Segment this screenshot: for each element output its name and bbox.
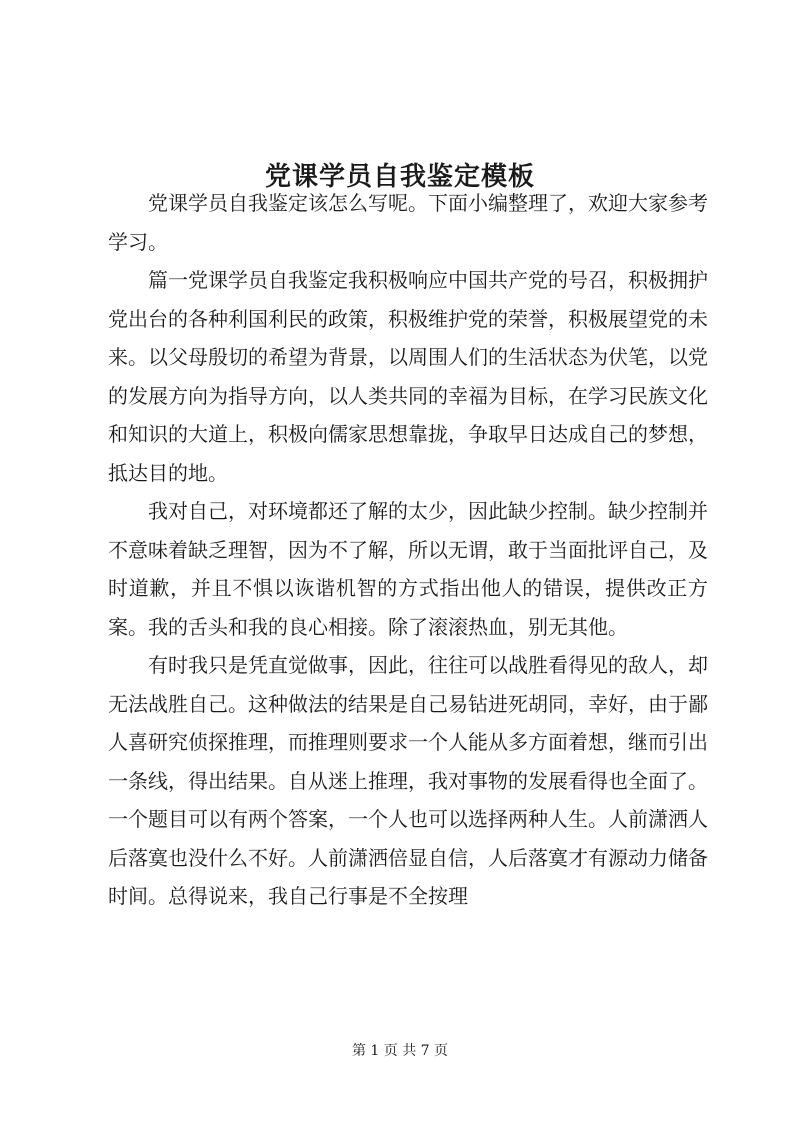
paragraph-3: 有时我只是凭直觉做事，因此，往往可以战胜看得见的敌人，却无法战胜自己。这种做法的结果是自己易钻进死胡同，幸好，由于鄙人喜研究侦探推理，而推理则要求一个人能从多方面着想，继而引出一条线，得出结果。自从迷上推理，我对事物的发展看得也全面了。一个题目可以有两个答案，一个人也可以选择两种人生。人前潇洒人后落寞也没什么不好。人前潇洒倍显自信，人后落寞才有源动力储备时间。总得说来，我自己行事是不全按理 (108, 653, 708, 908)
document-title: 党课学员自我鉴定模板 (264, 162, 535, 193)
paragraph-2: 我对自己，对环境都还了解的太少，因此缺少控制。缺少控制并不意味着缺乏理智，因为不了解，所以无谓，敢于当面批评自己，及时道歉，并且不惧以诙谐机智的方式指出他人的错误，提供改正方案。我的舌头和我的良心相接。除了滚滚热血，别无其他。 (108, 499, 708, 639)
page-footer: 第 1 页 共 7 页 (351, 1043, 449, 1059)
paragraph-1: 篇一党课学员自我鉴定我积极响应中国共产党的号召，积极拥护党出台的各种利国利民的政策，积极维护党的荣誉，积极展望党的未来。以父母殷切的希望为背景，以周围人们的生活状态为伏笔，以党的发展方向为指导方向，以人类共同的幸福为目标，在学习民族文化和知识的大道上，积极向儒家思想靠拢，争取早日达成自己的梦想，抵达目的地。 (108, 268, 708, 485)
document-body (108, 184, 708, 916)
paragraph-intro: 党课学员自我鉴定该怎么写呢。下面小编整理了，欢迎大家参考学习。 (108, 191, 708, 254)
